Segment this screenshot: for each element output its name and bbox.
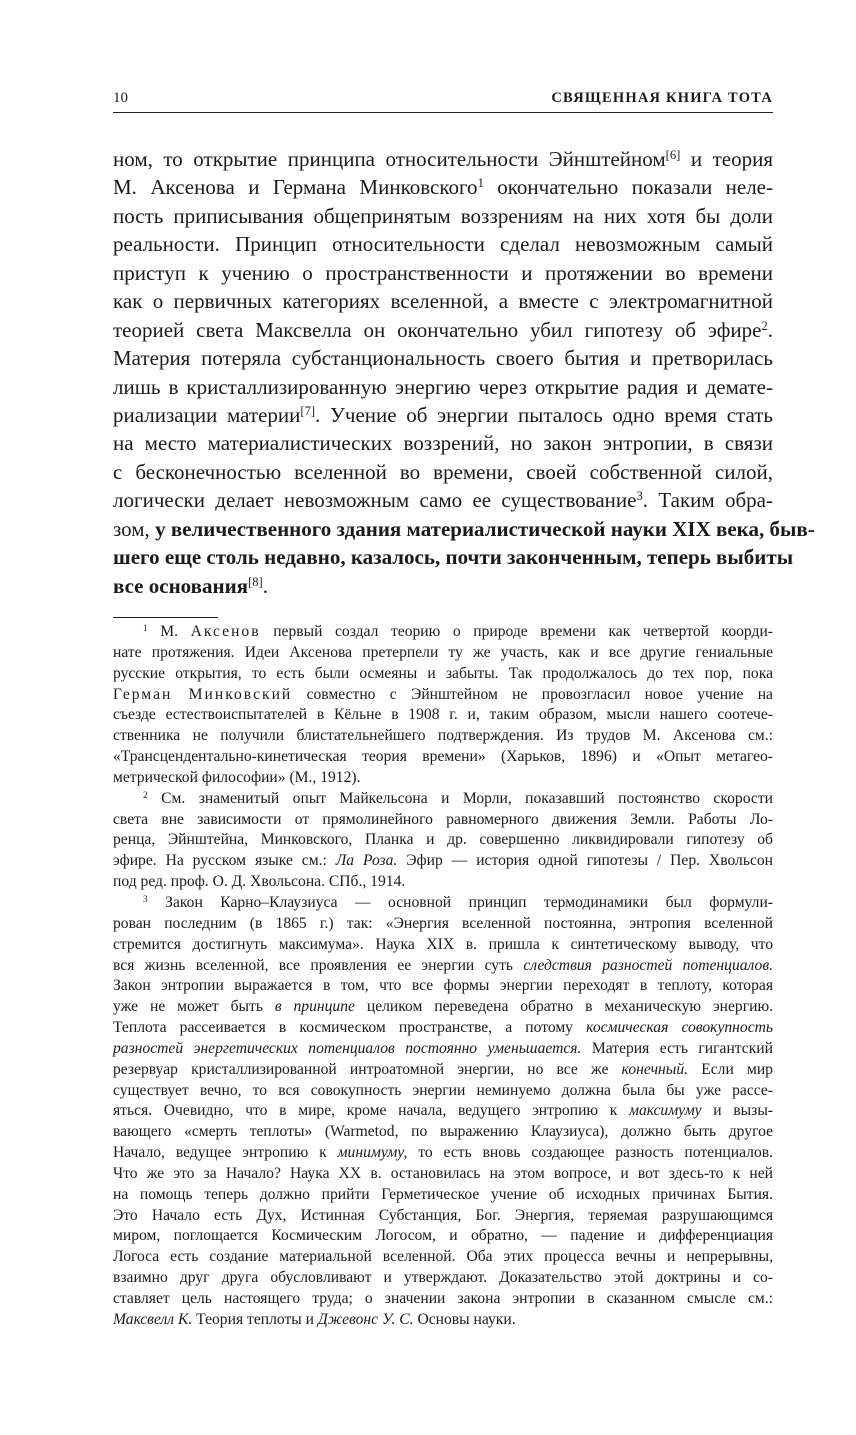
text-run: Если мир <box>688 1060 773 1078</box>
footnote-line <box>113 810 773 831</box>
footnote-line <box>113 997 773 1018</box>
text-run: с бесконечностью вселенной во времени, своей собственной силой, <box>113 459 773 484</box>
text-run: Это Начало есть Дух, Истинная Субстанция, Бог. Энергия, теряемая разрушающимся <box>113 1206 773 1224</box>
footnote-line <box>113 956 773 977</box>
text-run: ственника не получили блистательнейшего подтверждения. Из трудов М. Аксенова см.: <box>113 727 773 745</box>
footnote-line <box>113 935 773 956</box>
text-run: М. Аксенова и Германа Минковского <box>113 175 478 200</box>
page-number: 10 <box>113 90 128 106</box>
footnotes <box>113 622 773 1331</box>
footnote-line <box>113 1310 773 1331</box>
text-run: метрической философии» (М., 1912). <box>113 768 361 786</box>
footnote-line <box>113 976 773 997</box>
text-run: существует вечно, то вся совокупность энергии неминуемо должна была бы уже рассе- <box>113 1081 773 1099</box>
text-run: Эфир — история одной гипотезы / Пер. Хвольсон <box>397 852 774 870</box>
footnote-line <box>113 1206 773 1227</box>
footnote-reference: [6] <box>665 148 681 163</box>
body-line <box>113 287 773 315</box>
text-run: Закон Карно–Клаузиуса — основной принцип термодинамики был формули- <box>147 893 773 911</box>
footnote-line <box>113 622 773 643</box>
footnote-line <box>113 1060 773 1081</box>
text-run: разностей энергетических потенциалов постоянно уменьшается. <box>113 1039 582 1057</box>
text-run: теорией света Максвелла он окончательно убил гипотезу об эфире <box>113 317 762 342</box>
text-run: пость приписывания общепринятым воззрениям на них хотя бы доли <box>113 203 773 228</box>
text-run: «Трансцендентально-кинетическая теория времени» (Харьков, 1896) и «Опыт метагео- <box>113 748 773 766</box>
text-run: в принципе <box>274 998 355 1016</box>
footnote-line <box>113 1247 773 1268</box>
text-run: См. знаменитый опыт Майкельсона и Морли, показавший постоянство скорости <box>147 789 773 807</box>
text-run: как о первичных категориях вселенной, а вместе с электромагнитной <box>113 289 773 314</box>
text-run: совместно с Эйнштейном не провозгласил новое учение на <box>292 685 773 703</box>
text-run: шего еще столь недавно, казалось, почти законченным, теперь выбиты <box>113 545 794 570</box>
footnote-line <box>113 893 773 914</box>
text-run: Теплота рассеивается в космическом пространстве, а потому <box>113 1019 587 1037</box>
footnote-reference: 3 <box>143 894 148 905</box>
text-run: . <box>767 317 773 342</box>
text-run: Основы науки. <box>413 1310 516 1328</box>
text-run: Логоса есть создание материальной вселенной. Оба этих процесса вечны и непрерывны, <box>113 1248 773 1266</box>
footnote-line <box>113 1289 773 1310</box>
footnote-line <box>113 643 773 664</box>
footnote-line <box>113 789 773 810</box>
body-line <box>113 401 773 429</box>
footnote-reference: [8] <box>248 574 263 589</box>
text-run: света вне зависимости от прямолинейного равномерного движения Земли. Работы Ло- <box>113 810 773 828</box>
text-run: ном, то открытие принципа относительности Эйнштейном <box>113 147 666 171</box>
text-run: вающего «смерть теплоты» (Warmetod, по выражению Клаузиуса), должно быть другое <box>113 1123 773 1141</box>
footnote-line <box>113 768 773 789</box>
body-line <box>113 202 773 230</box>
footnote-line <box>113 851 773 872</box>
text-run: космическая совокупность <box>586 1019 773 1037</box>
body-line <box>113 543 794 571</box>
footnote-line <box>113 1039 773 1060</box>
footnote-line <box>113 1185 773 1206</box>
text-run: Аксенов <box>190 623 261 640</box>
text-run: приступ к учению о пространственности и протяжении во времени <box>113 260 773 285</box>
text-run: ставляет цель настоящего труда; о значении закона энтропии в сказанном смысле см.: <box>113 1290 773 1307</box>
text-run: эфире. На русском языке см.: <box>113 852 336 870</box>
body-line <box>113 458 773 486</box>
text-run: рован последним (в 1865 г.) так: «Энергия вселенной постоянна, энтропия вселенной <box>113 914 773 932</box>
footnote-line <box>113 1164 773 1185</box>
body-line <box>113 515 815 543</box>
text-run: следствия разностей потенциалов. <box>523 956 773 974</box>
text-run: ренца, Эйнштейна, Минковского, Планка и др. совершенно ликвидировали гипотезу об <box>113 831 773 849</box>
text-run: зом, <box>113 516 156 541</box>
text-run: съезде естествоиспытателей в Кёльне в 1908 г. и, таким образом, мысли нашего соотече- <box>113 706 773 724</box>
footnote-reference: 1 <box>143 623 148 634</box>
text-run: то есть вновь создающее разность потенциалов. <box>407 1144 774 1162</box>
text-run: Закон энтропии выражается в том, что все формы энергии переходят в теплоту, которая <box>113 977 773 995</box>
running-title: СВЯЩЕННАЯ КНИГА ТОТА <box>551 90 773 106</box>
footnote-line <box>113 1018 773 1039</box>
footnote-separator <box>113 617 218 618</box>
footnote-line <box>113 1143 773 1164</box>
footnote-line <box>113 914 773 935</box>
text-run: реальности. Принцип относительности сделал невозможным самый <box>113 232 773 257</box>
footnote-line <box>113 872 773 893</box>
body-line <box>113 259 773 287</box>
text-run: взаимно друг друга обусловливают и утверждают. Доказательство этой доктрины и со- <box>113 1269 773 1287</box>
text-run: стремится достигнуть максимума». Наука XIX в. пришла к синтетическому выводу, что <box>113 935 773 953</box>
body-line <box>113 486 773 514</box>
text-run: . Учение об энергии пыталось одно время стать <box>315 402 773 427</box>
text-run: риализации материи <box>113 402 301 427</box>
text-run: и теория <box>680 147 774 171</box>
body-line <box>113 429 773 457</box>
text-run: миром, поглощается Космическим Логосом, и обратно, — падение и дифференциация <box>113 1227 773 1245</box>
body-text <box>113 145 815 600</box>
footnote-line <box>113 1226 773 1247</box>
body-line <box>113 173 773 201</box>
text-run: конечный. <box>621 1060 689 1078</box>
footnote-line <box>113 830 773 851</box>
text-run: уже не может быть <box>113 998 275 1016</box>
footnote-reference: 1 <box>477 176 484 191</box>
footnote-reference: 2 <box>143 790 148 801</box>
text-run: у величественного здания материалистической науки XIX века, быв- <box>155 516 815 541</box>
footnote-line <box>113 1101 773 1122</box>
text-run: яться. Очевидно, что в мире, кроме начала, ведущего энтропию к <box>113 1102 630 1120</box>
text-run: целиком переведена обратно в механическую энергию. <box>354 998 774 1016</box>
body-line <box>113 344 773 372</box>
body-line <box>113 316 773 344</box>
footnote-line <box>113 664 773 685</box>
text-run: логически делает невозможным само ее существование <box>113 488 637 513</box>
body-line <box>113 230 773 258</box>
text-run: . Таким обра- <box>642 488 773 513</box>
footnote-line <box>113 726 773 747</box>
text-run: на место материалистических воззрений, но закон энтропии, в связи <box>113 431 773 456</box>
footnote-reference: [7] <box>300 404 316 419</box>
text-run: . <box>262 573 268 598</box>
text-run: Герман Минковский <box>113 685 293 703</box>
text-run: М. <box>147 623 191 640</box>
text-run: Теория теплоты и <box>192 1310 318 1328</box>
footnote-reference: 2 <box>761 318 768 333</box>
text-run: Материя потеряла субстанциональность своего бытия и претворилась <box>113 346 773 371</box>
text-run: Ла Роза. <box>335 852 398 870</box>
running-header <box>113 88 773 113</box>
text-run: резервуар кристаллизированной интроатомной энергии, но все же <box>113 1060 622 1078</box>
text-run: вся жизнь вселенной, все проявления ее энергии суть <box>113 956 524 974</box>
text-run: Что же это за Начало? Наука XX в. остановилась на этом вопросе, и вот здесь-то к ней <box>113 1164 773 1182</box>
text-run: на помощь теперь должно прийти Герметическое учение об исходных причинах Бытия. <box>113 1185 773 1203</box>
text-run: Начало, ведущее энтропию к <box>113 1144 338 1162</box>
text-run: максимуму <box>629 1102 702 1120</box>
footnote-reference: 3 <box>636 489 643 504</box>
text-run: минимуму, <box>337 1144 408 1162</box>
text-run: Материя есть гигантский <box>581 1039 773 1057</box>
body-line <box>113 145 773 173</box>
text-run: Джевонс У. С. <box>317 1310 414 1328</box>
text-run: первый создал теорию о природе времени как четвертой коорди- <box>260 623 773 640</box>
text-run: лишь в кристаллизированную энергию через открытие радия и демате- <box>113 374 773 399</box>
text-run: русские открытия, то есть были осмеяны и забыты. Так продолжалось до тех пор, пока <box>113 664 773 682</box>
body-line <box>113 572 773 600</box>
text-run: под ред. проф. О. Д. Хвольсона. СПб., 1914. <box>113 873 406 891</box>
footnote-line <box>113 1122 773 1143</box>
footnote-line <box>113 685 773 706</box>
body-line <box>113 373 773 401</box>
footnote-line <box>113 1268 773 1289</box>
text-run: все основания <box>113 573 249 598</box>
text-run: и вызы- <box>701 1102 773 1120</box>
footnote-line <box>113 1081 773 1102</box>
text-run: Максвелл К. <box>113 1310 193 1328</box>
text-run: окончательно показали неле- <box>483 175 773 200</box>
footnote-line <box>113 747 773 768</box>
footnote-line <box>113 705 773 726</box>
text-run: нате протяжения. Идеи Аксенова претерпели ту же участь, как и все другие гениальные <box>113 643 773 661</box>
